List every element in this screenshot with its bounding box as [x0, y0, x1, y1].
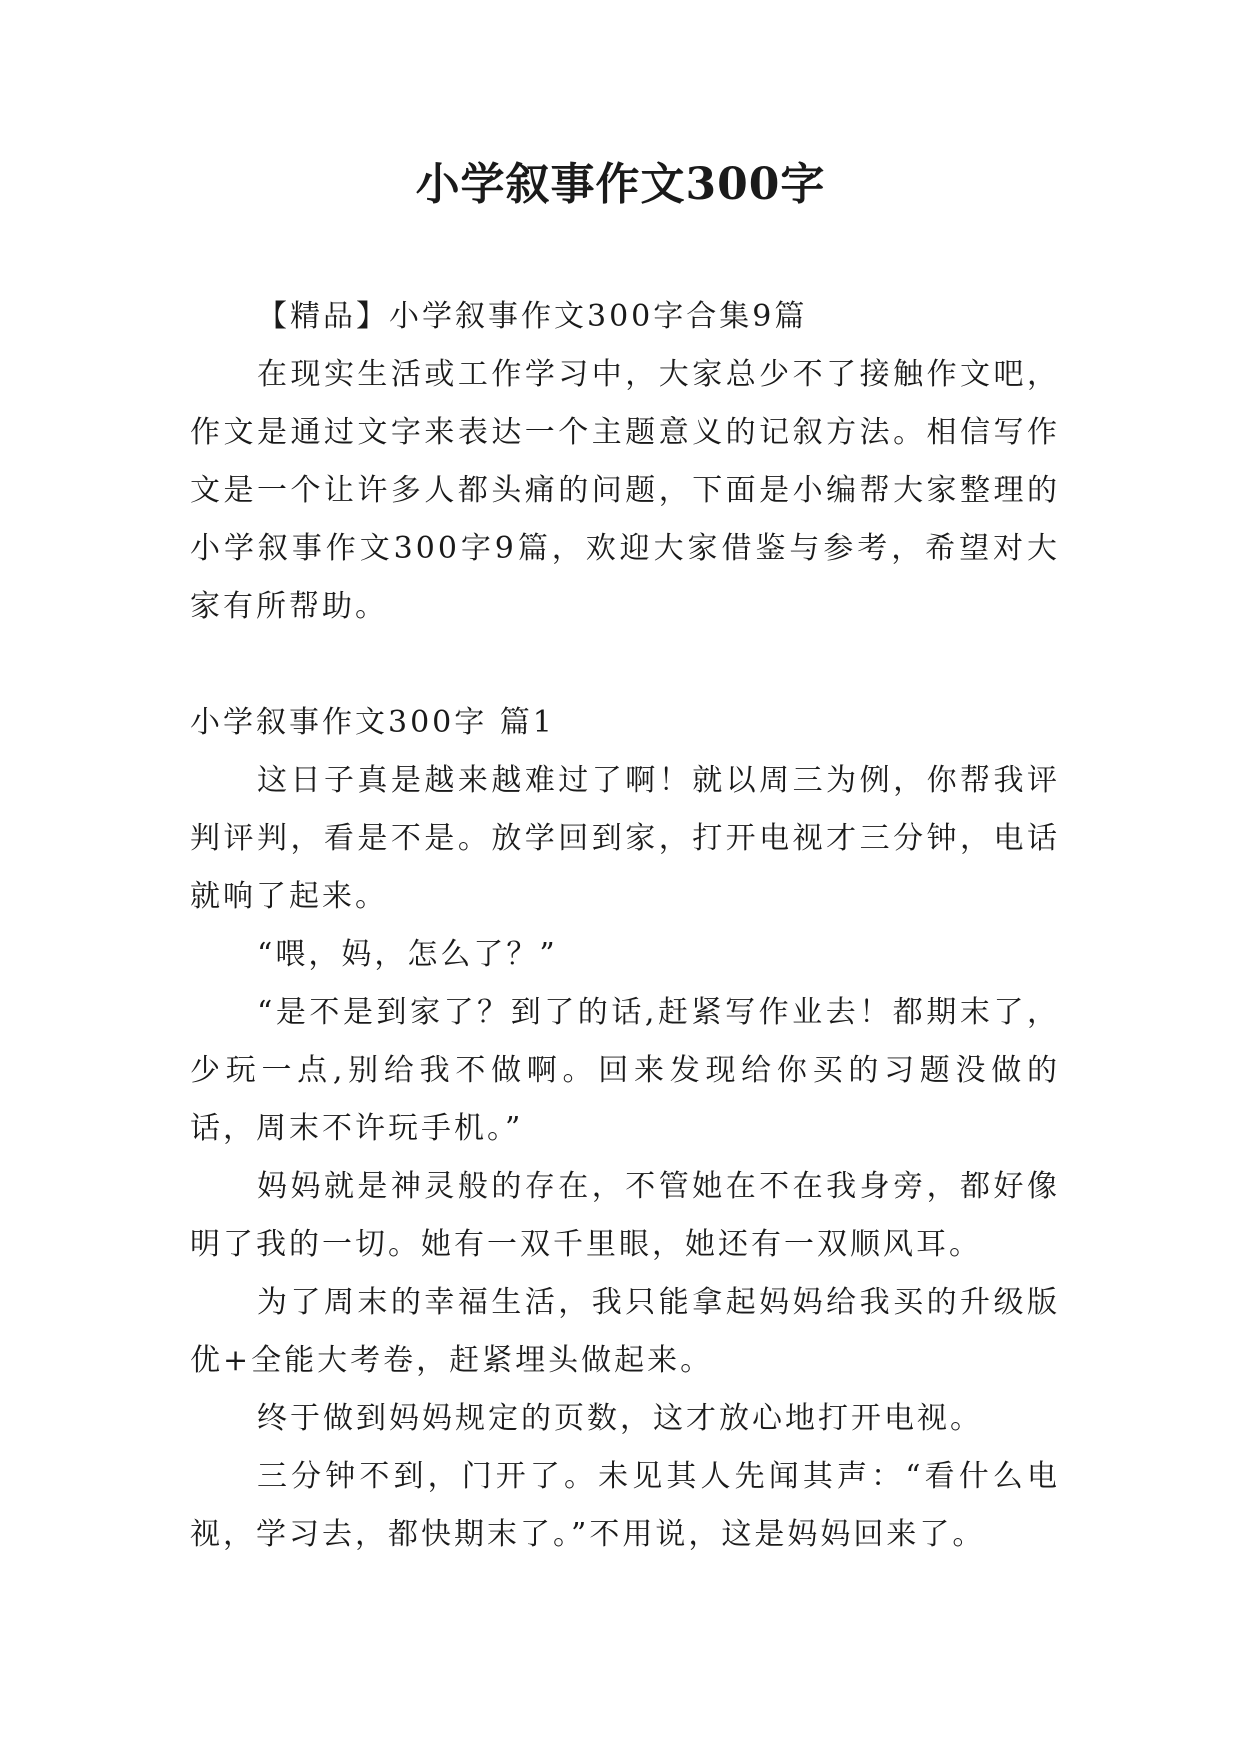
body-paragraph: 终于做到妈妈规定的页数，这才放心地打开电视。: [257, 1401, 983, 1436]
section-heading: 小学叙事作文300字 篇1: [190, 705, 555, 740]
body-paragraph: 这日子真是越来越难过了啊！就以周三为例，你帮我评判评判，看是不是。放学回到家，打开电视才三分钟，电话就响了起来。: [190, 763, 1060, 914]
intro-paragraph: 在现实生活或工作学习中，大家总少不了接触作文吧，作文是通过文字来表达一个主题意义的记叙方法。相信写作文是一个让许多人都头痛的问题，下面是小编帮大家整理的小学叙事作文300字9篇，欢迎大家借鉴与参考，希望对大家有所帮助。: [190, 357, 1060, 624]
intro-title: 【精品】小学叙事作文300字合集9篇: [257, 299, 808, 334]
body-paragraph: “喂，妈，怎么了？”: [257, 937, 558, 972]
document-body: [190, 288, 1060, 1564]
body-paragraph: 三分钟不到，门开了。未见其人先闻其声：“看什么电视，学习去，都快期末了。”不用说，这是妈妈回来了。: [190, 1459, 1060, 1552]
section-spacer: [190, 636, 1060, 694]
body-paragraph: “是不是到家了？到了的话,赶紧写作业去！都期末了，少玩一点,别给我不做啊。回来发现给你买的习题没做的话，周末不许玩手机。”: [190, 995, 1060, 1146]
document-title: 小学叙事作文300字: [415, 159, 826, 210]
body-paragraph: 为了周末的幸福生活，我只能拿起妈妈给我买的升级版优+全能大考卷，赶紧埋头做起来。: [190, 1285, 1060, 1378]
body-paragraph: 妈妈就是神灵般的存在，不管她在不在我身旁，都好像明了我的一切。她有一双千里眼，她还有一双顺风耳。: [190, 1169, 1060, 1262]
